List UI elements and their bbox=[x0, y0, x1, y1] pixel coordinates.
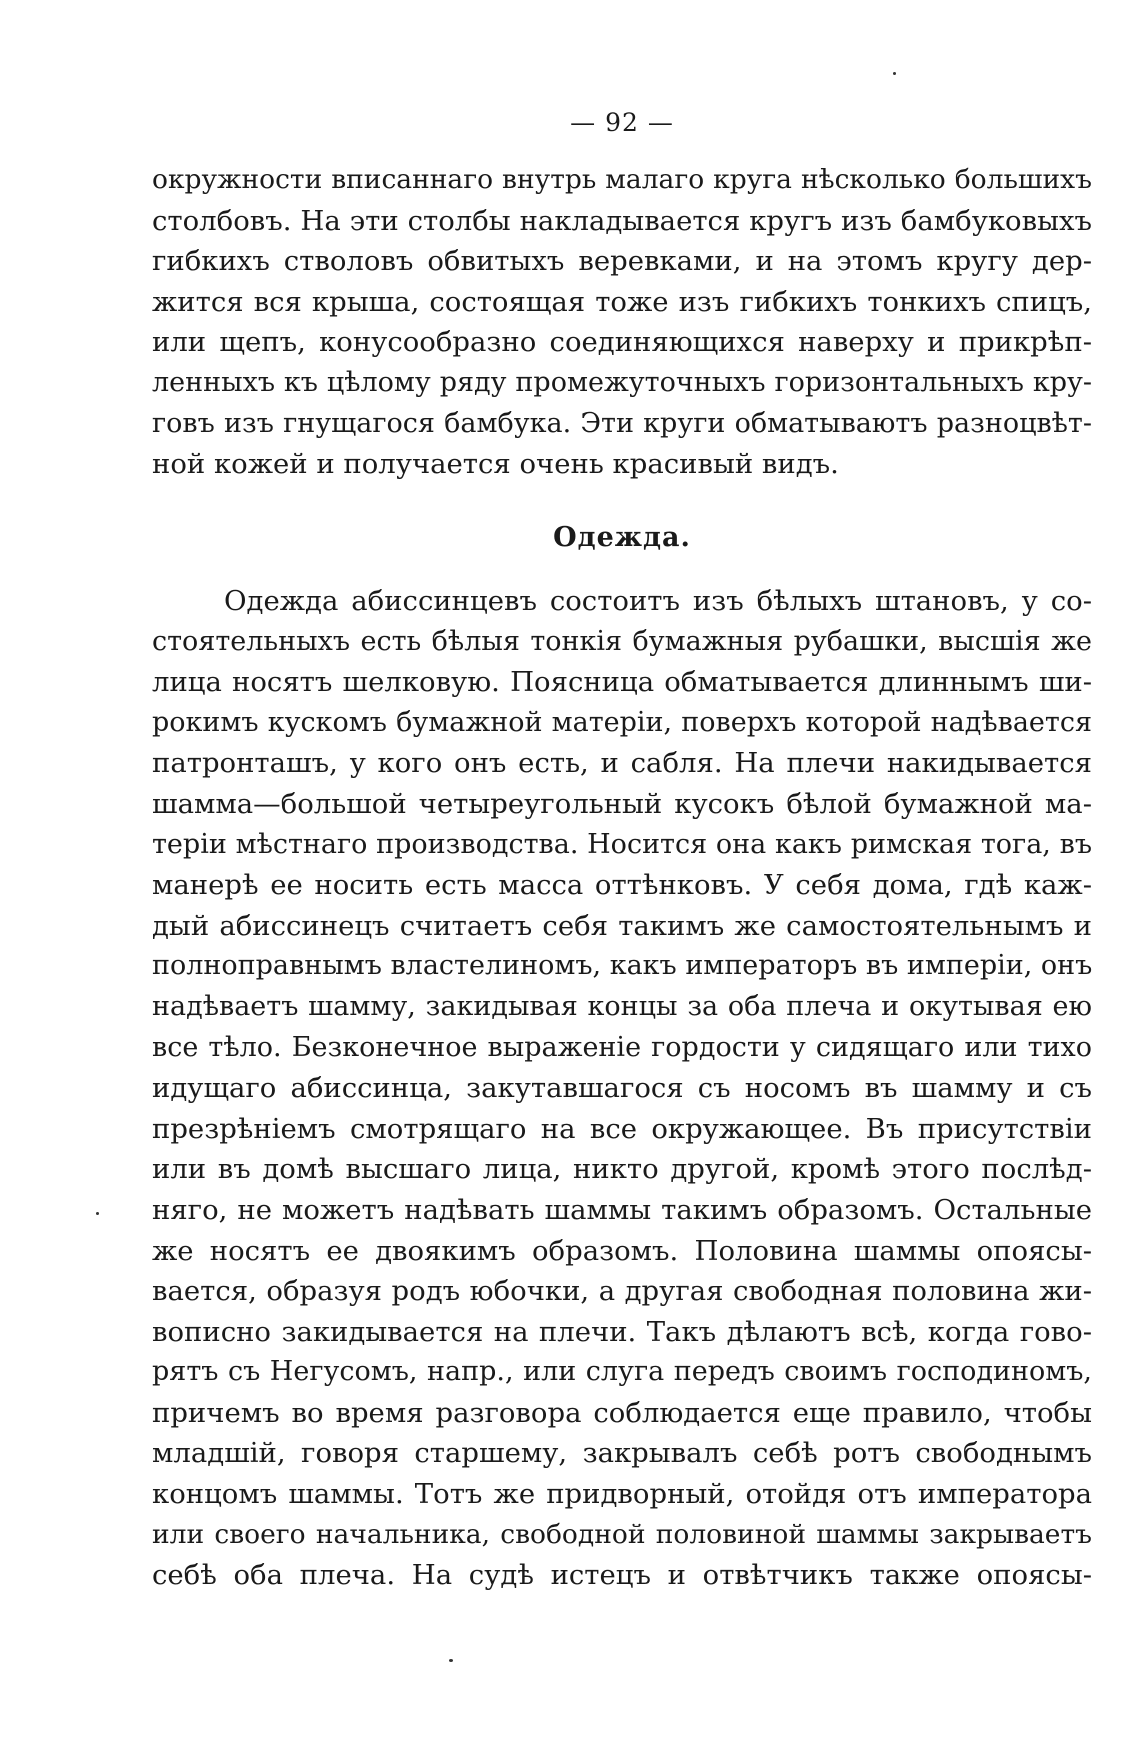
text-line: рятъ съ Негусомъ, напр., или слуга передъ своимъ господиномъ, bbox=[152, 1356, 1092, 1388]
text-line: лица носятъ шелковую. Поясница обматывается длиннымъ ши- bbox=[152, 666, 1092, 699]
text-line: концомъ шаммы. Тотъ же придворный, отойдя отъ императора bbox=[152, 1478, 1092, 1511]
scan-speck bbox=[449, 1659, 453, 1662]
scan-speck bbox=[893, 72, 896, 75]
text-line: вописно закидывается на плечи. Такъ дѣлаютъ всѣ, когда гово- bbox=[152, 1315, 1092, 1348]
continued-paragraph bbox=[152, 160, 1092, 485]
text-line: полноправнымъ властелиномъ, какъ императоръ въ имперіи, онъ bbox=[152, 950, 1092, 982]
text-line: или своего начальника, свободной половиной шаммы закрываетъ bbox=[152, 1518, 1092, 1550]
text-line: няго, не можетъ надѣвать шаммы такимъ образомъ. Остальные bbox=[152, 1193, 1092, 1226]
text-line: говъ изъ гнущагося бамбука. Эти круги обматываютъ разноцвѣт- bbox=[152, 407, 1092, 439]
scan-speck bbox=[96, 1212, 99, 1215]
text-line: стоятельныхъ есть бѣлыя тонкія бумажныя рубашки, высшія же bbox=[152, 625, 1092, 657]
text-line: патронташъ, у кого онъ есть, и сабля. На плечи накидывается bbox=[152, 747, 1092, 780]
page-number: — 92 — bbox=[570, 108, 674, 137]
text-line: манерѣ ее носить есть масса оттѣнковъ. У себя дома, гдѣ каж- bbox=[152, 869, 1092, 902]
text-line: или въ домѣ высшаго лица, никто другой, кромѣ этого послѣд- bbox=[152, 1153, 1092, 1186]
text-line: Одежда абиссинцевъ состоитъ изъ бѣлыхъ штановъ, у со- bbox=[224, 585, 1092, 617]
text-line: причемъ во время разговора соблюдается еще правило, чтобы bbox=[152, 1396, 1092, 1429]
text-line: идущаго абиссинца, закутавшагося съ носомъ въ шамму и съ bbox=[152, 1072, 1092, 1105]
text-line: столбовъ. На эти столбы накладывается кругъ изъ бамбуковыхъ bbox=[152, 204, 1092, 237]
text-line: же носятъ ее двоякимъ образомъ. Половина шаммы опоясы- bbox=[152, 1234, 1092, 1267]
text-line: ленныхъ къ цѣлому ряду промежуточныхъ горизонтальныхъ кру- bbox=[152, 366, 1092, 398]
text-line: презрѣніемъ смотрящаго на все окружающее. Въ присутствіи bbox=[152, 1112, 1092, 1145]
text-line: все тѣло. Безконечное выраженіе гордости у сидящаго или тихо bbox=[152, 1031, 1092, 1063]
text-line: теріи мѣстнаго производства. Носится она какъ римская тога, въ bbox=[152, 828, 1092, 860]
text-line: младшій, говоря старшему, закрывалъ себѣ ротъ свободнымъ bbox=[152, 1437, 1092, 1470]
section-heading: Одежда. bbox=[553, 522, 691, 553]
book-page bbox=[152, 0, 1092, 1753]
text-line: шамма—большой четыреугольный кусокъ бѣлой бумажной ма- bbox=[152, 787, 1092, 820]
text-line: жится вся крыша, состоящая тоже изъ гибкихъ тонкихъ спицъ, bbox=[152, 285, 1092, 318]
text-line: рокимъ кускомъ бумажной матеріи, поверхъ которой надѣвается bbox=[152, 706, 1092, 738]
text-line: окружности вписаннаго внутрь малаго круга нѣсколько большихъ bbox=[152, 164, 1092, 195]
text-line: вается, образуя родъ юбочки, а другая свободная половина жи- bbox=[152, 1275, 1092, 1308]
text-line: надѣваетъ шамму, закидывая концы за оба плеча и окутывая ею bbox=[152, 990, 1092, 1022]
text-line: дый абиссинецъ считаетъ себя такимъ же самостоятельнымъ и bbox=[152, 909, 1092, 942]
text-line: ной кожей и получается очень красивый видъ. bbox=[152, 448, 839, 481]
main-paragraph bbox=[152, 581, 1092, 1596]
text-line: или щепъ, конусообразно соединяющихся наверху и прикрѣп- bbox=[152, 326, 1092, 359]
text-line: гибкихъ стволовъ обвитыхъ веревками, и на этомъ кругу дер- bbox=[152, 245, 1092, 278]
text-line: себѣ оба плеча. На судѣ истецъ и отвѣтчикъ также опоясы- bbox=[152, 1559, 1092, 1592]
